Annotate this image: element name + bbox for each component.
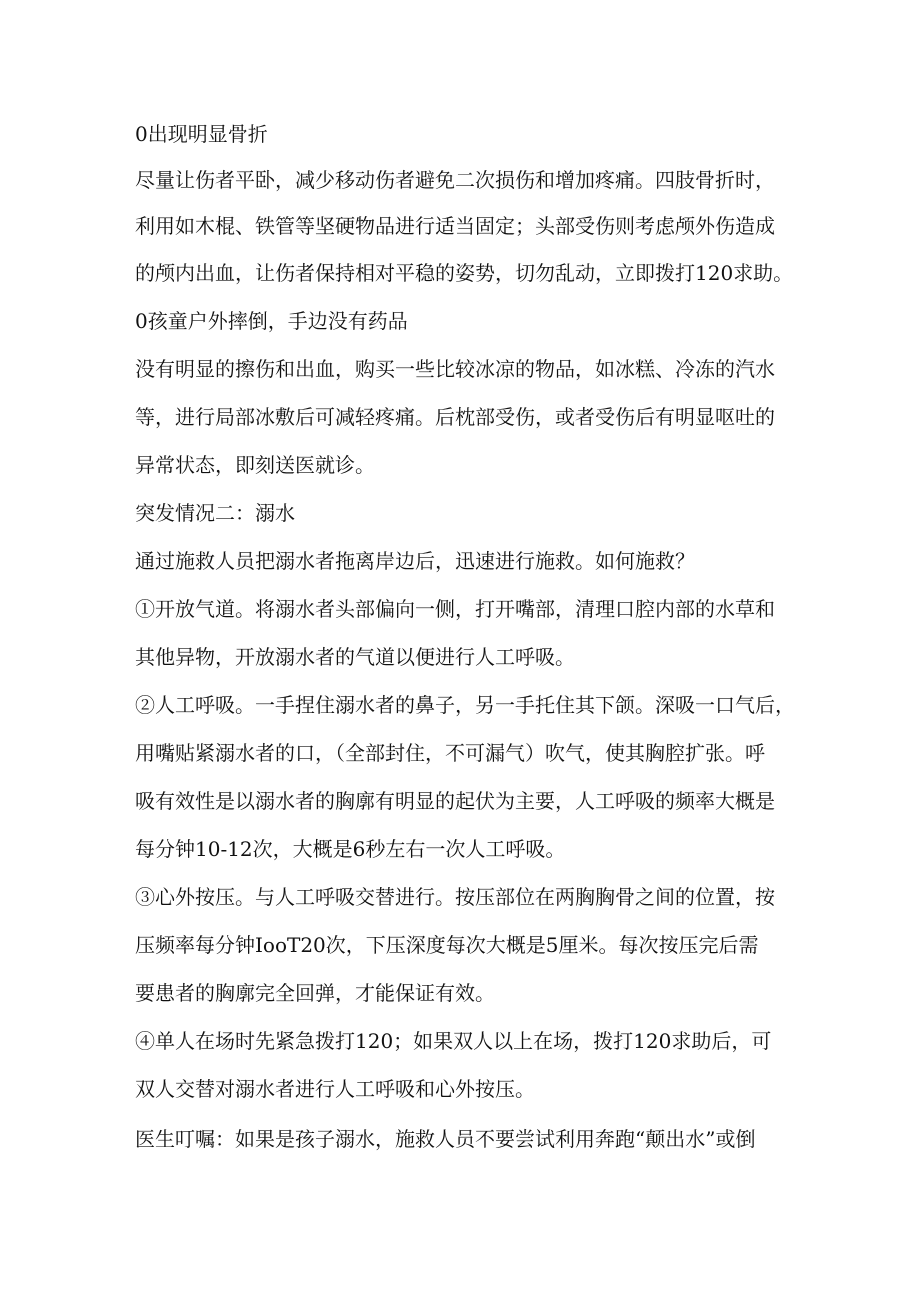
step-4-line: ④单人在场时先紧急拨打120；如果双人以上在场，拨打120求助后，可 <box>135 1029 772 1053</box>
doctor-advice-line: 医生叮嘱：如果是孩子溺水，施救人员不要尝试利用奔跑“颠出水”或倒 <box>135 1127 756 1151</box>
step-2-line: ②人工呼吸。一手捏住溺水者的鼻子，另一手托住其下颌。深吸一口气后， <box>135 693 795 717</box>
heading-drowning: 突发情况二：溺水 <box>135 501 295 525</box>
paragraph-line: 双人交替对溺水者进行人工呼吸和心外按压。 <box>135 1077 535 1101</box>
paragraph-line: 吸有效性是以溺水者的胸廓有明显的起伏为主要，人工呼吸的频率大概是 <box>135 789 775 813</box>
paragraph-line: 每分钟10-12次，大概是6秒左右一次人工呼吸。 <box>135 837 566 861</box>
paragraph-line: 要患者的胸廓完全回弹，才能保证有效。 <box>135 981 495 1005</box>
paragraph-line: 没有明显的擦伤和出血，购买一些比较冰凉的物品，如冰糕、冷冻的汽水 <box>135 357 775 381</box>
heading-child-fall: 0孩童户外摔倒，手边没有药品 <box>135 309 408 333</box>
paragraph-line: 利用如木棍、铁管等坚硬物品进行适当固定；头部受伤则考虑颅外伤造成 <box>135 214 775 238</box>
paragraph-line: 通过施救人员把溺水者拖离岸边后，迅速进行施救。如何施救？ <box>135 549 695 573</box>
paragraph-line: 的颅内出血，让伤者保持相对平稳的姿势，切勿乱动，立即拨打120求助。 <box>135 261 794 285</box>
paragraph-line: 用嘴贴紧溺水者的口，（全部封住，不可漏气）吹气，使其胸腔扩张。呼 <box>135 741 765 765</box>
paragraph-line: 异常状态，即刻送医就诊。 <box>135 453 375 477</box>
paragraph-line: 压频率每分钟IooT20次，下压深度每次大概是5厘米。每次按压完后需 <box>135 933 759 957</box>
paragraph-line: 尽量让伤者平卧，减少移动伤者避免二次损伤和增加疼痛。四肢骨折时， <box>135 168 775 192</box>
step-3-line: ③心外按压。与人工呼吸交替进行。按压部位在两胸胸骨之间的位置，按 <box>135 885 775 909</box>
step-1-line: ①开放气道。将溺水者头部偏向一侧，打开嘴部，清理口腔内部的水草和 <box>135 597 775 621</box>
heading-fracture: 0出现明显骨折 <box>135 122 268 146</box>
paragraph-line: 其他异物，开放溺水者的气道以便进行人工呼吸。 <box>135 645 575 669</box>
paragraph-line: 等，进行局部冰敷后可减轻疼痛。后枕部受伤，或者受伤后有明显呕吐的 <box>135 405 775 429</box>
